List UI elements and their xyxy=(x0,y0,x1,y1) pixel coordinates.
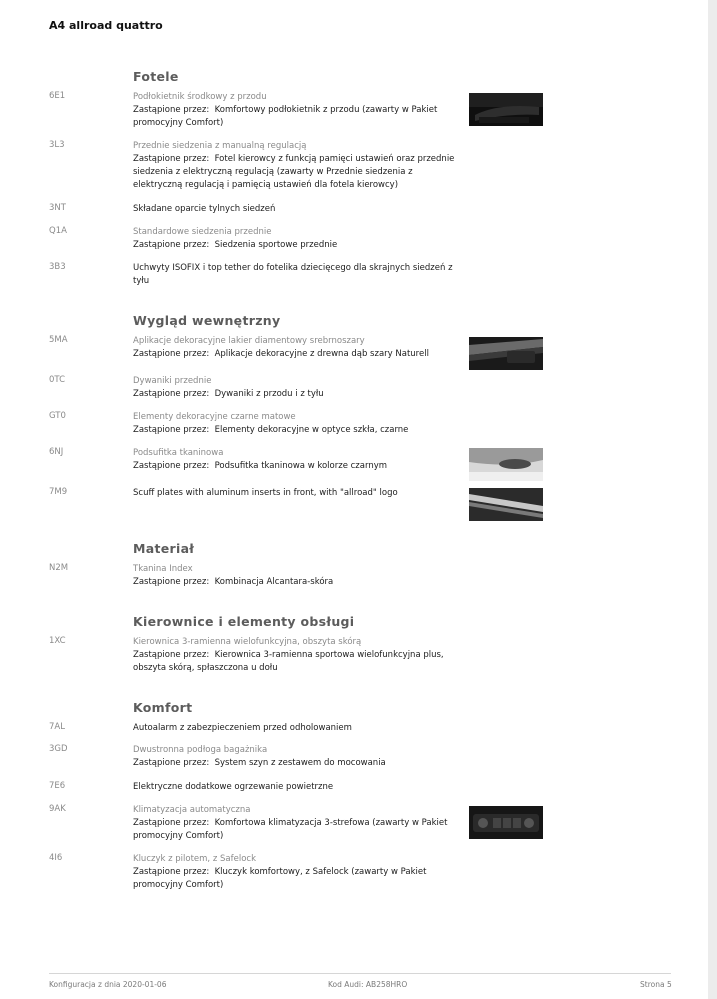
option-code: GT0 xyxy=(49,411,66,421)
climate-control-thumbnail xyxy=(469,806,543,839)
option-name: Standardowe siedzenia przednie xyxy=(133,227,272,237)
option-name: Aplikacje dekoracyjne lakier diamentowy srebrnoszary xyxy=(133,336,365,346)
option-name: Elektryczne dodatkowe ogrzewanie powietrzne xyxy=(133,782,334,792)
headliner-thumbnail xyxy=(469,448,543,481)
section-heading-wyglad-wewnetrzny: Wygląd wewnętrzny xyxy=(133,313,281,328)
option-code: 3GD xyxy=(49,744,68,754)
option-name: Dwustronna podłoga bagażnika xyxy=(133,745,268,755)
section-heading-fotele: Fotele xyxy=(133,69,179,84)
option-code: 7M9 xyxy=(49,487,68,497)
footer-divider xyxy=(49,973,671,974)
option-name: Tkanina Index xyxy=(133,564,193,574)
option-name: Podłokietnik środkowy z przodu xyxy=(133,92,267,102)
replacement-text: Zastąpione przez: Kombinacja Alcantara-skóra xyxy=(133,577,334,587)
section-heading-material: Materiał xyxy=(133,541,195,556)
replacement-text: Zastąpione przez: Dywaniki z przodu i z tyłu xyxy=(133,389,324,399)
option-description xyxy=(133,411,458,437)
replacement-text: Zastąpione przez: Aplikacje dekoracyjne z drewna dąb szary Naturell xyxy=(133,349,429,359)
option-code: 3B3 xyxy=(49,262,66,272)
replacement-text: Zastąpione przez: Siedzenia sportowe przednie xyxy=(133,240,338,250)
option-description xyxy=(133,804,458,843)
option-code: 7E6 xyxy=(49,781,66,791)
option-name: Klimatyzacja automatyczna xyxy=(133,805,251,815)
option-name: Składane oparcie tylnych siedzeń xyxy=(133,204,276,214)
option-code: 0TC xyxy=(49,375,66,385)
option-code: 3NT xyxy=(49,203,66,213)
option-description xyxy=(133,203,458,216)
replacement-text: Zastąpione przez: Kluczyk komfortowy, z Safelock (zawarty w Pakiet promocyjny Comfort) xyxy=(133,867,427,890)
option-name: Przednie siedzenia z manualną regulacją xyxy=(133,141,307,151)
scuff-plate-thumbnail xyxy=(469,488,543,521)
replacement-text: Zastąpione przez: Fotel kierowcy z funkcją pamięci ustawień oraz przednie siedzenia z elektryczną regulacją (zawarty w Przednie siedzenia z elektryczną regulacją i pamięcią ustawień dla fotela kierowcy) xyxy=(133,154,455,190)
option-name: Dywaniki przednie xyxy=(133,376,212,386)
option-description xyxy=(133,140,458,192)
page-title: A4 allroad quattro xyxy=(49,19,163,32)
option-description xyxy=(133,447,458,473)
footer-page-number: Strona 5 xyxy=(640,980,672,989)
option-code: 6E1 xyxy=(49,91,66,101)
replacement-text: Zastąpione przez: Podsufitka tkaninowa w kolorze czarnym xyxy=(133,461,388,471)
option-description xyxy=(133,636,458,675)
option-description xyxy=(133,91,458,130)
section-heading-kierownice: Kierownice i elementy obsługi xyxy=(133,614,355,629)
option-name: Uchwyty ISOFIX i top tether do fotelika dziecięcego dla skrajnych siedzeń z tyłu xyxy=(133,263,453,286)
option-name: Podsufitka tkaninowa xyxy=(133,448,224,458)
option-description xyxy=(133,781,458,794)
option-name: Elementy dekoracyjne czarne matowe xyxy=(133,412,296,422)
option-description xyxy=(133,487,458,500)
option-description xyxy=(133,563,458,589)
replacement-text: Zastąpione przez: Komfortowy podłokietnik z przodu (zawarty w Pakiet promocyjny Comfort) xyxy=(133,105,438,128)
option-description xyxy=(133,335,458,361)
option-code: 6NJ xyxy=(49,447,64,457)
option-description xyxy=(133,722,458,735)
section-heading-komfort: Komfort xyxy=(133,700,193,715)
option-code: Q1A xyxy=(49,226,67,236)
replacement-text: Zastąpione przez: Komfortowa klimatyzacja 3-strefowa (zawarty w Pakiet promocyjny Comfort) xyxy=(133,818,448,841)
footer-audi-code: Kod Audi: AB258HRO xyxy=(328,980,408,989)
option-code: 1XC xyxy=(49,636,66,646)
replacement-text: Zastąpione przez: Elementy dekoracyjne w optyce szkła, czarne xyxy=(133,425,409,435)
decorative-inlay-thumbnail xyxy=(469,337,543,370)
option-description xyxy=(133,262,458,288)
option-code: 7AL xyxy=(49,722,65,732)
option-name: Autoalarm z zabezpieczeniem przed odholowaniem xyxy=(133,723,352,733)
option-description xyxy=(133,744,458,770)
option-code: N2M xyxy=(49,563,69,573)
option-name: Kierownica 3-ramienna wielofunkcyjna, obszyta skórą xyxy=(133,637,362,647)
option-description xyxy=(133,226,458,252)
option-code: 4I6 xyxy=(49,853,63,863)
option-code: 9AK xyxy=(49,804,66,814)
option-description xyxy=(133,853,458,892)
armrest-thumbnail xyxy=(469,93,543,126)
option-code: 5MA xyxy=(49,335,68,345)
option-code: 3L3 xyxy=(49,140,65,150)
replacement-text: Zastąpione przez: System szyn z zestawem do mocowania xyxy=(133,758,386,768)
replacement-text: Zastąpione przez: Kierownica 3-ramienna sportowa wielofunkcyjna plus, obszyta skórą, spłaszczona u dołu xyxy=(133,650,444,673)
option-description xyxy=(133,375,458,401)
option-name: Kluczyk z pilotem, z Safelock xyxy=(133,854,256,864)
option-name: Scuff plates with aluminum inserts in front, with "allroad" logo xyxy=(133,488,398,498)
footer-date: Konfiguracja z dnia 2020-01-06 xyxy=(49,980,167,989)
